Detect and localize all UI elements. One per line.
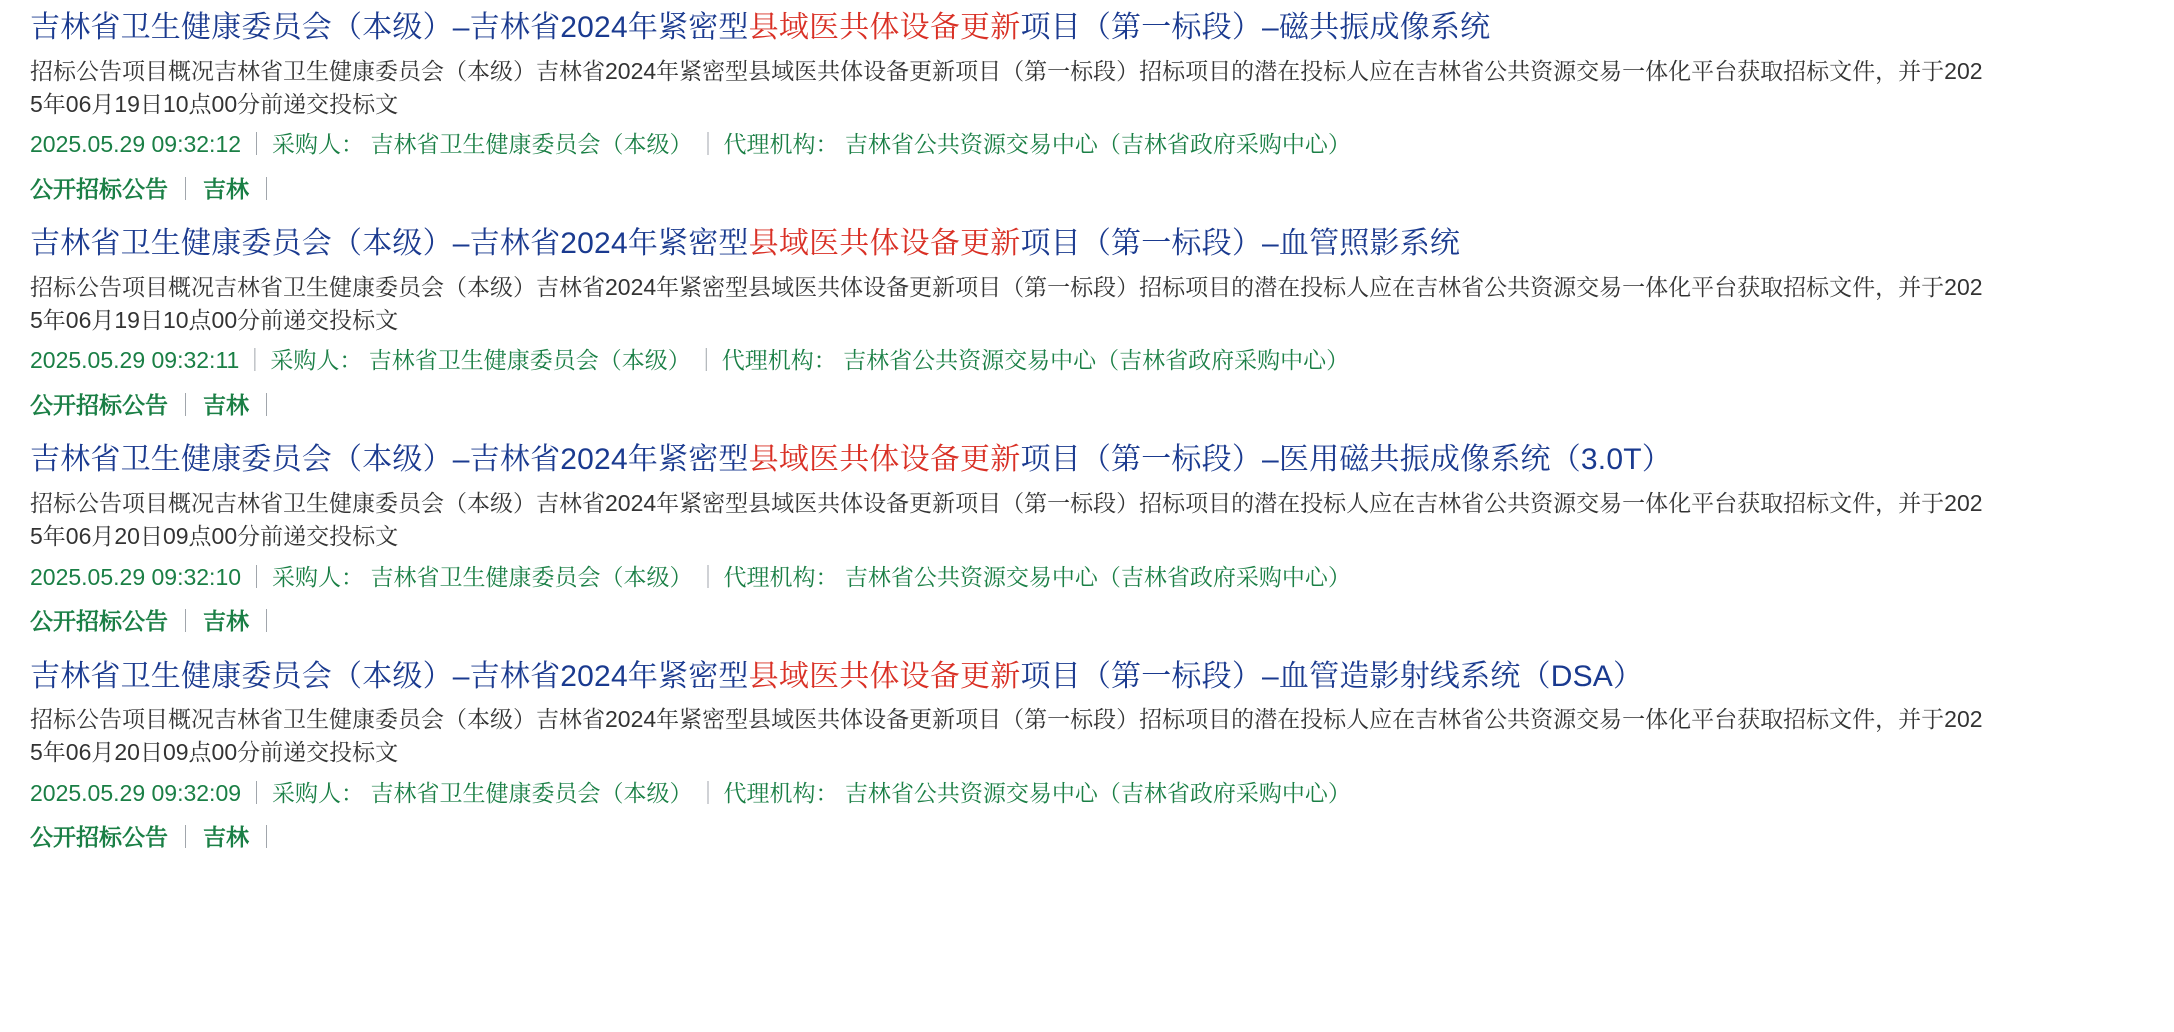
- buyer-name[interactable]: 吉林省卫生健康委员会（本级）: [370, 131, 693, 158]
- meta-separator: ｜: [694, 347, 718, 374]
- result-meta: [30, 776, 2174, 811]
- result-meta: [30, 127, 2174, 162]
- result-item: [30, 216, 2174, 432]
- result-item: [30, 0, 2174, 216]
- tag-separator: ｜: [255, 608, 278, 635]
- title-highlight: 县域医共体设备更新: [748, 227, 1021, 261]
- result-title-link[interactable]: [30, 224, 2174, 265]
- publish-time: 2025.05.29 09:32:10: [30, 563, 242, 590]
- agency-label: 代理机构：: [723, 131, 839, 158]
- result-snippet: 招标公告项目概况吉林省卫生健康委员会（本级）吉林省2024年紧密型县域医共体设备更新项目（第一标段）招标项目的潜在投标人应在吉林省公共资源交易一体化平台获取招标文件，并于2025年06月20日09点00分前递交投标文: [30, 489, 1983, 550]
- tag-separator: ｜: [174, 824, 197, 851]
- region-tag[interactable]: 吉林: [203, 391, 249, 418]
- title-text: 项目（第一标段）–血管照影系统: [1020, 227, 1461, 261]
- region-tag[interactable]: 吉林: [203, 608, 249, 635]
- result-title-link[interactable]: [30, 440, 2174, 481]
- notice-type-tag[interactable]: 公开招标公告: [30, 391, 168, 418]
- tag-separator: ｜: [255, 175, 278, 202]
- agency-name[interactable]: 吉林省公共资源交易中心（吉林省政府采购中心）: [843, 347, 1350, 374]
- result-snippet: 招标公告项目概况吉林省卫生健康委员会（本级）吉林省2024年紧密型县域医共体设备更新项目（第一标段）招标项目的潜在投标人应在吉林省公共资源交易一体化平台获取招标文件，并于2025年06月19日10点00分前递交投标文: [30, 57, 1983, 117]
- agency-label: 代理机构：: [723, 779, 839, 806]
- tag-separator: ｜: [255, 391, 278, 418]
- tag-separator: ｜: [174, 608, 197, 635]
- meta-separator: ｜: [245, 563, 269, 590]
- result-snippet: 招标公告项目概况吉林省卫生健康委员会（本级）吉林省2024年紧密型县域医共体设备更新项目（第一标段）招标项目的潜在投标人应在吉林省公共资源交易一体化平台获取招标文件，并于2025年06月19日10点00分前递交投标文: [30, 273, 1983, 334]
- buyer-name[interactable]: 吉林省卫生健康委员会（本级）: [370, 563, 693, 590]
- title-text: 项目（第一标段）–血管造影射线系统（DSA）: [1020, 659, 1644, 693]
- title-highlight: 县域医共体设备更新: [748, 11, 1021, 44]
- meta-separator: ｜: [245, 131, 269, 158]
- agency-label: 代理机构：: [723, 563, 839, 590]
- buyer-name[interactable]: 吉林省卫生健康委员会（本级）: [370, 779, 693, 806]
- buyer-label: 采购人：: [272, 563, 365, 590]
- result-item: [30, 432, 2174, 648]
- result-snippet: 招标公告项目概况吉林省卫生健康委员会（本级）吉林省2024年紧密型县域医共体设备更新项目（第一标段）招标项目的潜在投标人应在吉林省公共资源交易一体化平台获取招标文件，并于2025年06月20日09点00分前递交投标文: [30, 706, 1983, 766]
- notice-type-tag[interactable]: 公开招标公告: [30, 608, 168, 635]
- agency-label: 代理机构：: [721, 347, 837, 374]
- agency-name[interactable]: 吉林省公共资源交易中心（吉林省政府采购中心）: [844, 779, 1351, 806]
- notice-type-tag[interactable]: 公开招标公告: [30, 175, 168, 202]
- publish-time: 2025.05.29 09:32:09: [30, 779, 242, 806]
- meta-separator: ｜: [696, 779, 720, 806]
- buyer-label: 采购人：: [272, 779, 365, 806]
- result-meta: [30, 560, 2174, 595]
- result-item: [30, 649, 2174, 865]
- notice-type-tag[interactable]: 公开招标公告: [30, 824, 168, 851]
- meta-separator: ｜: [696, 563, 720, 590]
- tag-separator: ｜: [174, 175, 197, 202]
- tag-separator: ｜: [255, 824, 278, 851]
- title-highlight: 县域医共体设备更新: [748, 443, 1021, 477]
- agency-name[interactable]: 吉林省公共资源交易中心（吉林省政府采购中心）: [844, 131, 1351, 158]
- result-tags: [30, 816, 2174, 855]
- result-title-link[interactable]: [30, 657, 2174, 698]
- title-text: 吉林省卫生健康委员会（本级）–吉林省2024年紧密型: [30, 443, 749, 477]
- title-text: 项目（第一标段）–磁共振成像系统: [1020, 11, 1491, 44]
- result-meta: [30, 343, 2174, 378]
- result-title-link[interactable]: [30, 8, 2174, 49]
- title-highlight: 县域医共体设备更新: [748, 659, 1021, 693]
- result-tags: [30, 600, 2174, 639]
- title-text: 吉林省卫生健康委员会（本级）–吉林省2024年紧密型: [30, 11, 749, 44]
- buyer-name[interactable]: 吉林省卫生健康委员会（本级）: [368, 347, 691, 374]
- publish-time: 2025.05.29 09:32:12: [30, 131, 242, 158]
- region-tag[interactable]: 吉林: [203, 175, 249, 202]
- agency-name[interactable]: 吉林省公共资源交易中心（吉林省政府采购中心）: [844, 563, 1351, 590]
- buyer-label: 采购人：: [272, 131, 365, 158]
- result-tags: [30, 384, 2174, 423]
- title-text: 项目（第一标段）–医用磁共振成像系统（3.0T）: [1020, 443, 1672, 477]
- tag-separator: ｜: [174, 391, 197, 418]
- buyer-label: 采购人：: [270, 347, 363, 374]
- meta-separator: ｜: [243, 347, 267, 374]
- title-text: 吉林省卫生健康委员会（本级）–吉林省2024年紧密型: [30, 227, 749, 261]
- title-text: 吉林省卫生健康委员会（本级）–吉林省2024年紧密型: [30, 659, 749, 693]
- result-tags: [30, 168, 2174, 207]
- publish-time: 2025.05.29 09:32:11: [30, 347, 240, 374]
- meta-separator: ｜: [696, 131, 720, 158]
- region-tag[interactable]: 吉林: [203, 824, 249, 851]
- meta-separator: ｜: [245, 779, 269, 806]
